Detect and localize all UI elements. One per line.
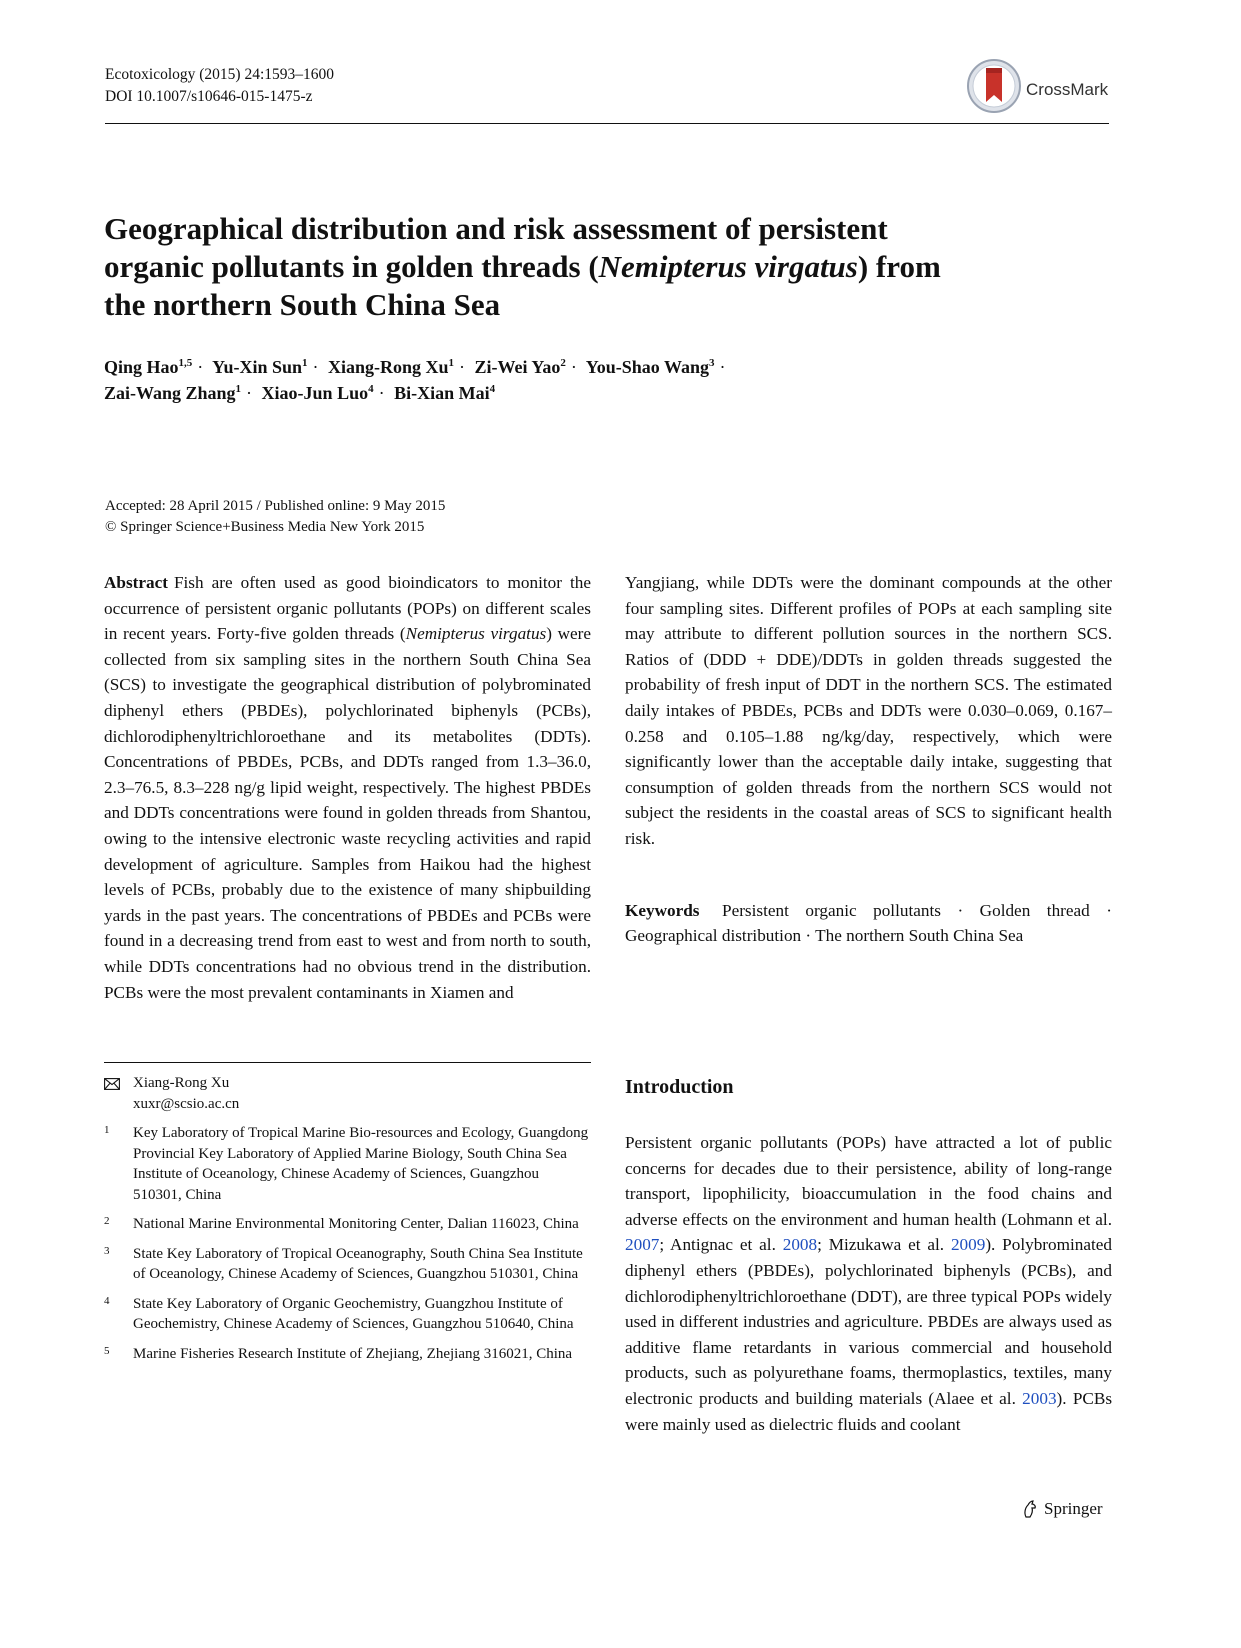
article-title: Geographical distribution and risk assessment of persistent organic pollutants in golden threads (Nemipterus virgatus) from the northern South China Sea	[104, 211, 941, 322]
citation-link[interactable]: 2003	[1022, 1388, 1057, 1408]
journal-header	[105, 64, 334, 108]
accepted-date: Accepted: 28 April 2015 / Published online: 9 May 2015	[105, 498, 446, 514]
affiliation: 2 National Marine Environmental Monitoring Center, Dalian 116023, China	[104, 1215, 579, 1232]
introduction-text: Persistent organic pollutants (POPs) have attracted a lot of public concerns for decades due to their persistence, ability of long-range transport, lipophilicity, bioaccumulation in the food chains and adverse effects on the environment and human health (Lohmann et al. 2007; Antignac et al. 2008; Mizukawa et al. 2009). Polybrominated diphenyl ethers (PBDEs), polychlorinated biphenyls (PCBs), and dichlorodiphenyltrichloroethane (DDT), are three typical POPs widely used in different industries and agriculture. PBDEs are always used as additive flame retardants in various commercial and household products, such as polyurethane foams, thermoplastics, textiles, many electronic products and building materials (Alaee et al. 2003). PCBs were mainly used as dielectric fluids and coolant	[625, 1133, 1113, 1434]
corresponding-author: Xiang-Rong Xu	[133, 1075, 230, 1091]
author[interactable]: Zi-Wei Yao$^2$	[474, 357, 566, 377]
publisher-logo	[1020, 1499, 1103, 1519]
envelope-icon	[104, 1076, 120, 1097]
journal-citation: Ecotoxicology (2015) 24:1593–1600	[105, 66, 335, 83]
section-heading-introduction: Introduction	[625, 1076, 734, 1098]
abstract-right-column	[625, 570, 1112, 949]
citation-link[interactable]: 2009	[950, 1235, 986, 1255]
citation-link[interactable]: 2007	[625, 1235, 660, 1255]
abstract-label: Abstract	[104, 573, 168, 592]
crossmark-badge[interactable]	[966, 58, 1114, 120]
author[interactable]: Qing Hao$^{1,5}$	[104, 357, 193, 377]
author-list: Qing Hao$^{1,5}$ · Yu-Xin Sun$^1$ · Xiang-Rong $Xu^1 \cdot Zi-Wei$ Yao$^2$ · You-Shao Wang$^3$ · Zai-Wang Zhang$^1$ · Xiao-Jun Luo$^4$ · Bi-Xian Mai$^4$	[104, 357, 726, 403]
publication-dates	[105, 496, 445, 538]
affiliation: 5 Marine Fisheries Research Institute of Zhejiang, Zhejiang 316021, China	[104, 1344, 573, 1362]
email-link[interactable]: xuxr@scsio.ac.cn	[133, 1095, 240, 1112]
header-divider	[105, 123, 1109, 124]
affiliation: 1 Key Laboratory of Tropical Marine Bio-resources and Ecology, Guangdong Provincial Key Laboratory of Applied Marine Biology, South China Sea Institute of Oceanology, Chinese Academy of Sciences, Guangzhou 510301, China	[104, 1124, 589, 1203]
author[interactable]: Xiang-Rong Xu$^1$	[328, 357, 455, 377]
author[interactable]: You-Shao Wang$^3$	[585, 357, 715, 377]
keywords-list: Persistent organic pollutants · Golden thread · Geographical distribution · The northern South China Sea	[625, 900, 1112, 946]
crossmark-icon	[966, 58, 1022, 114]
publisher-name: Springer	[1044, 1499, 1103, 1518]
copyright: © Springer Science+Business Media New York 2015	[105, 519, 425, 535]
doi[interactable]: DOI 10.1007/s10646-015-1475-z	[105, 88, 313, 105]
affiliation: 4 State Key Laboratory of Organic Geochemistry, Guangzhou Institute of Geochemistry, Chinese Academy of Sciences, Guangzhou 510640, China	[104, 1294, 574, 1332]
author[interactable]: Yu-Xin Sun$^1$	[212, 357, 308, 377]
abstract-continued: Yangjiang, while DDTs were the dominant compounds at the other four sampling sites. Different profiles of POPs at each sampling site may attribute to different pollution sources in the northern SCS. Ratios of (DDD + DDE)/DDTs in golden threads suggested the probability of fresh input of DDT in the northern SCS. The estimated daily intakes of PBDEs, PCBs and DDTs were 0.030–0.069, 0.167–0.258 and 0.105–1.88 ng/kg/day, respectively, which were significantly lower than the acceptable daily intake, suggesting that consumption of golden threads from the northern SCS would not subject the residents in the coastal areas of SCS to significant health risk.	[625, 573, 1112, 848]
footnotes	[104, 1073, 591, 1373]
affiliation: 3 State Key Laboratory of Tropical Oceanography, South China Sea Institute of Oceanology, Chinese Academy of Sciences, Guangzhou 510301, China	[104, 1244, 583, 1282]
citation-link[interactable]: 2008	[782, 1235, 818, 1255]
keywords	[625, 898, 1112, 949]
keywords-label: Keywords	[625, 900, 700, 920]
author[interactable]: Zai-Wang Zhang$^1$	[104, 383, 242, 403]
abstract-text: ) were collected from six sampling sites in the northern South China Sea (SCS) to investigate the geographical distribution of polybrominated diphenyl ethers (PBDEs), polychlorinated biphenyls (PCBs), dichlorodiphenyltrichloroethane and its metabolites (DDTs). Concentrations of PBDEs, PCBs, and DDTs ranged from 1.3–36.0, 2.3–76.5, 8.3–228 ng/g lipid weight, respectively. The highest PBDEs and DDTs concentrations were found in golden threads from Shantou, owing to the intensive electronic waste recycling activities and rapid development of agriculture. Samples from Haikou had the highest levels of PCBs, probably due to the existence of many shipbuilding yards in the past years. The concentrations of PBDEs and PCBs were found in a decreasing trend from east to west and from north to south, while DDTs concentrations had no obvious trend in the distribution. PCBs were the most prevalent contaminants in Xiamen and	[104, 624, 591, 1002]
abstract-left-column	[104, 570, 591, 1005]
footnote-divider	[104, 1062, 591, 1063]
author[interactable]: Bi-Xian Mai$^4$	[394, 383, 496, 403]
author[interactable]: Xiao-Jun Luo$^4$	[261, 383, 374, 403]
correspondence	[104, 1073, 591, 1114]
springer-horse-icon	[1020, 1499, 1040, 1519]
crossmark-label: CrossMark	[1026, 80, 1109, 99]
abstract: Abstract Fish are often used as good bioindicators to monitor the occurrence of persistent organic pollutants (POPs) on different scales in recent years. Forty-five golden threads (Nemipterus virgatus) were collected from six sampling sites in the northern South China Sea (SCS) to investigate the geographical distribution of polybrominated diphenyl ethers (PBDEs), polychlorinated biphenyls (PCBs), dichlorodiphenyltrichloroethane and its metabolites (DDTs). Concentrations of PBDEs, PCBs, and DDTs ranged from 1.3–36.0, 2.3–76.5, 8.3–228 ng/g lipid weight, respectively. The highest PBDEs and DDTs concentrations were found in golden threads from Shantou, owing to the intensive electronic waste recycling activities and rapid development of agriculture. Samples from Haikou had the highest levels of PCBs, probably due to the existence of many shipbuilding yards in the past years. The concentrations of PBDEs and PCBs were found in a decreasing trend from east to west and from north to south, while DDTs concentrations had no obvious trend in the distribution. PCBs were the most prevalent contaminants in Xiamen and	[104, 573, 591, 1002]
